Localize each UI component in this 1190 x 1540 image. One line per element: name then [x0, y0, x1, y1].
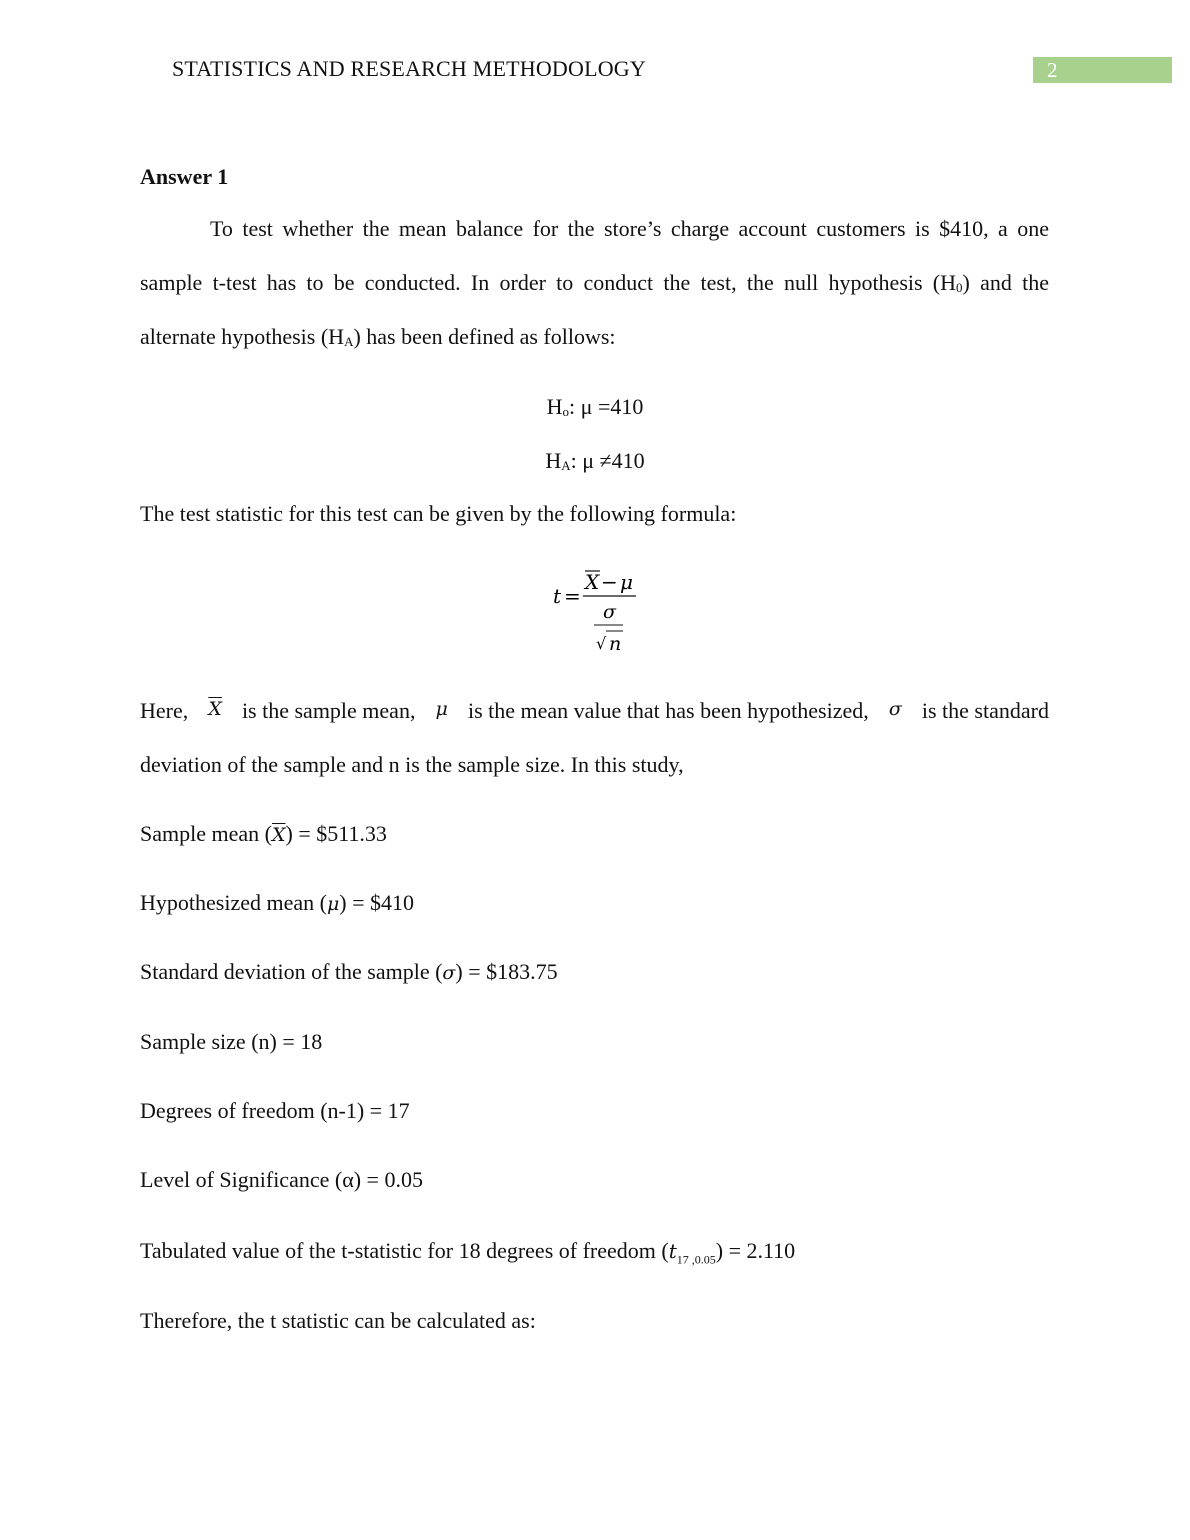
formula-xbar: X [585, 570, 600, 594]
intro-line-1: To test whether the mean balance for the store’s charge account customers is $410, a one [210, 216, 1049, 241]
formula-intro: The test statistic for this test can be given by the following formula: [140, 501, 737, 526]
section-heading: Answer 1 [140, 164, 229, 189]
explanation-line-1: Here, $\overline{X}$ is the sample mean, μ is the mean value that has been hypothesized, σ is the standard [140, 698, 1049, 723]
sample-mean-line: Sample mean $(\overline{X})$ = $511.33 [140, 821, 387, 846]
page-number-badge: 2 [1033, 57, 1172, 83]
explanation-line-2: deviation of the sample and n is the sample size. In this study, [140, 752, 684, 777]
running-header-title: STATISTICS AND RESEARCH METHODOLOGY [172, 56, 646, 81]
formula-minus: − [601, 570, 618, 594]
standard-deviation-line: Standard deviation of the sample (σ) = $183.75 [140, 959, 558, 984]
hypothesized-mean-line: Hypothesized mean (μ) = $410 [140, 890, 415, 915]
alternate-hypothesis: $H_A$: μ ≠410 [545, 448, 645, 473]
formula-mu: μ [620, 570, 633, 594]
tabulated-value-line: Tabulated value of the t-statistic for 18 degrees of freedom $(t_{17 ,0.05}) = 2.110$ [140, 1238, 796, 1267]
sigma-symbol: σ [888, 698, 902, 720]
xbar-symbol: $\overline{X}$ [208, 698, 222, 720]
formula-sqrt-sign: √ [596, 634, 607, 653]
conclusion-line: Therefore, the t statistic can be calculated as: [140, 1308, 536, 1333]
t-statistic-formula [540, 565, 650, 665]
degrees-of-freedom-line: Degrees of freedom (n-1) = 17 [140, 1098, 410, 1123]
null-hypothesis: $H_o$: μ =410 [546, 394, 644, 419]
sample-size-line: Sample size (n) = 18 [140, 1029, 323, 1054]
formula-equals: = [564, 584, 581, 608]
formula-sigma: σ [603, 601, 616, 623]
formula-n: n [609, 633, 622, 655]
intro-line-2: sample t-test has to be conducted. In order to conduct the test, the null hypothesis $(H_0)$ and the [140, 270, 1049, 295]
intro-line-3: alternate hypothesis $(H_A)$ has been defined as follows: [140, 324, 616, 349]
formula-lhs: t [553, 584, 562, 608]
mu-symbol: μ [435, 698, 448, 720]
significance-level-line: Level of Significance (α) = 0.05 [140, 1167, 423, 1192]
